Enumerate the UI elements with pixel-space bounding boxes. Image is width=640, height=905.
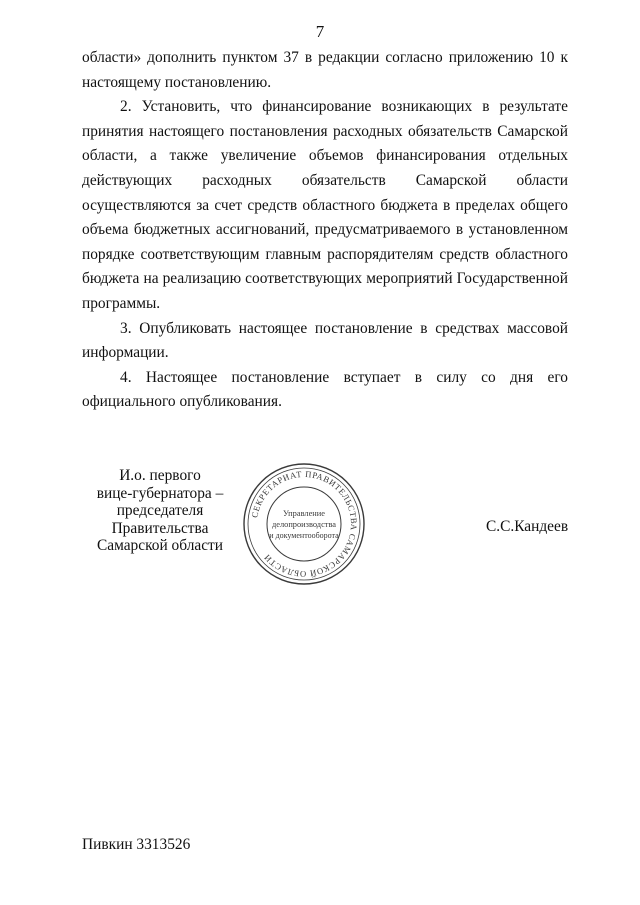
position-line-1: И.о. первого bbox=[119, 467, 201, 484]
signatory-name: С.С.Кандеев bbox=[486, 518, 569, 535]
official-stamp bbox=[242, 462, 366, 586]
document-body bbox=[82, 46, 568, 415]
position-line-2: вице-губернатора – bbox=[96, 484, 224, 502]
paragraph-item-2: 2. Установить, что финансирование возникающих в результате принятия настоящего постановления расходных обязательств Самарской области, а также увеличение объемов финансирования отдельных действующих расходных обязательств Самарской области осуществляются за счет средств областного бюджета в пределах общего объема бюджетных ассигнований, предусматриваемого в установленном порядке соответствующим главным распорядителям средств областного бюджета на реализацию соответствующих мероприятий Государственной программы. bbox=[82, 98, 568, 312]
stamp-seal-icon bbox=[242, 462, 366, 586]
stamp-inner-line-2: делопроизводства bbox=[271, 520, 337, 529]
stamp-ring-text: СЕКРЕТАРИАТ ПРАВИТЕЛЬСТВА САМАРСКОЙ ОБЛАСТИ bbox=[249, 468, 360, 580]
page-number: 7 bbox=[315, 22, 325, 41]
stamp-inner-line-1: Управление bbox=[282, 509, 326, 518]
paragraph-item-4: 4. Настоящее постановление вступает в силу со дня его официального опубликования. bbox=[82, 368, 568, 411]
signatory-position bbox=[80, 467, 240, 555]
executor-footer: Пивкин 3313526 bbox=[82, 836, 191, 853]
paragraph-item-3: 3. Опубликовать настоящее постановление в средствах массовой информации. bbox=[82, 319, 568, 362]
stamp-inner-line-3: и документооборота bbox=[269, 531, 339, 540]
position-line-3: председателя Правительства bbox=[111, 502, 209, 537]
paragraph-item-1: области» дополнить пунктом 37 в редакции согласно приложению 10 к настоящему постановлению. bbox=[82, 49, 568, 91]
position-line-4: Самарской области bbox=[96, 537, 223, 554]
